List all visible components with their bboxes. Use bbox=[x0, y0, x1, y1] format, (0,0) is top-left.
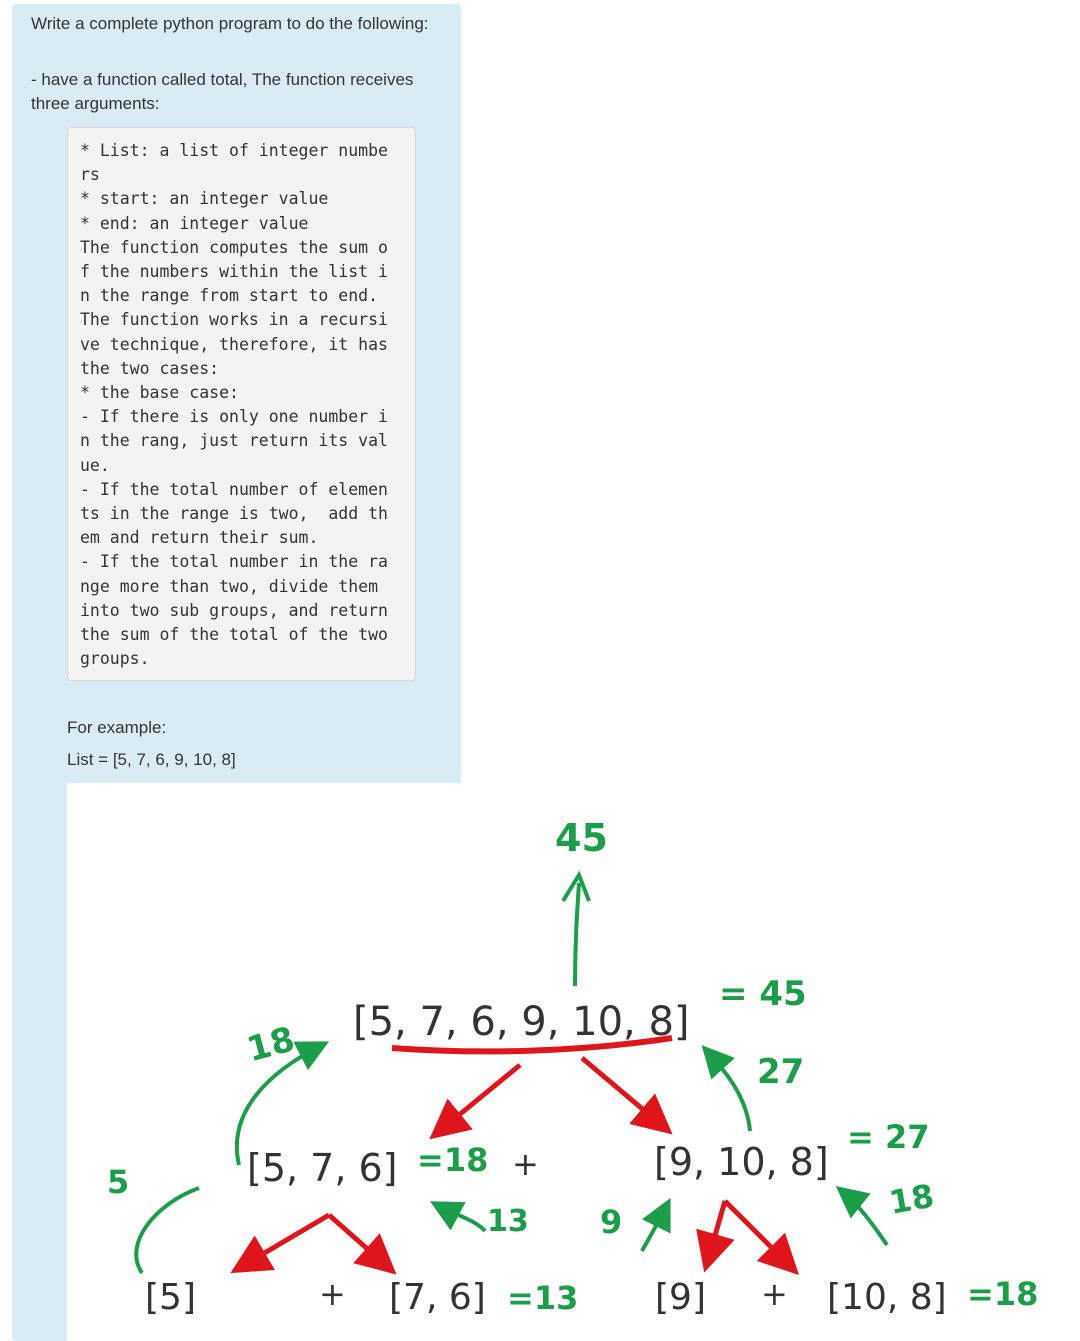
leaf-76-total: =13 bbox=[507, 1279, 579, 1317]
leaf-9-return-arrow bbox=[642, 1205, 667, 1251]
level2-plus: + bbox=[512, 1145, 539, 1183]
left-list: [5, 7, 6] bbox=[247, 1146, 398, 1190]
right-return-arrow bbox=[707, 1051, 750, 1131]
left-sum-label: 18 bbox=[242, 1019, 299, 1071]
code-text: * List: a list of integer numbe rs * start: an integer value * end: an integer value The function computes the sum o f the numbers within the list i n the range from start to end. The function works in a recursi ve technique, therefore, it has the two cases: * the base case: - If there is only one number i n the rang, just return its val ue. - If the total number of elemen ts in the range is two, add th em and return their sum. - If the total number in the ra nge more than two, divide them into two sub groups, and return the sum of the total of the two groups. bbox=[80, 141, 388, 669]
leaf-9-list: [9] bbox=[655, 1277, 706, 1318]
recursion-tree-drawing bbox=[67, 783, 1080, 1341]
leaf-108-list: [10, 8] bbox=[827, 1277, 947, 1318]
root-up-arrowhead bbox=[563, 875, 589, 901]
leaf-plus-right: + bbox=[761, 1275, 788, 1313]
leaf-108-total: =18 bbox=[967, 1275, 1039, 1313]
root-up-value: 45 bbox=[555, 816, 608, 860]
left-right-split-arrow bbox=[329, 1215, 389, 1268]
leaf-5-list: [5] bbox=[145, 1277, 196, 1318]
left-split-arrow bbox=[437, 1065, 520, 1133]
right-up-value: 27 bbox=[757, 1052, 805, 1092]
leaf-76-up-value: 13 bbox=[487, 1204, 529, 1239]
right-split-arrow bbox=[582, 1058, 665, 1128]
right-list: [9, 10, 8] bbox=[654, 1140, 829, 1184]
right-left-split-arrow bbox=[707, 1201, 725, 1263]
question-intro: Write a complete python program to do the following: bbox=[31, 14, 429, 33]
leaf-5-value: 5 bbox=[107, 1163, 130, 1201]
example-label: For example: bbox=[67, 718, 167, 737]
left-total: =18 bbox=[417, 1141, 489, 1179]
right-right-split-arrow bbox=[725, 1201, 792, 1268]
leaf-108-return-arrow bbox=[842, 1191, 887, 1245]
left-left-split-arrow bbox=[239, 1215, 329, 1268]
example-list: List = [5, 7, 6, 9, 10, 8] bbox=[67, 750, 236, 769]
code-block bbox=[67, 127, 416, 681]
leaf-5-return-arrow bbox=[136, 1188, 199, 1273]
leaf-108-up-value: 18 bbox=[886, 1176, 937, 1222]
leaf-9-value: 9 bbox=[600, 1203, 623, 1241]
leaf-76-list: [7, 6] bbox=[389, 1277, 486, 1318]
root-list: [5, 7, 6, 9, 10, 8] bbox=[353, 999, 690, 1045]
root-total: = 45 bbox=[719, 974, 807, 1014]
right-total: = 27 bbox=[847, 1118, 930, 1156]
root-up-arrow bbox=[575, 883, 579, 986]
recursion-tree-figure bbox=[67, 783, 1080, 1341]
function-description: - have a function called total, The function receives three arguments: bbox=[31, 70, 414, 113]
leaf-plus-left: + bbox=[319, 1275, 346, 1313]
leaf-76-return-arrow bbox=[437, 1205, 485, 1231]
